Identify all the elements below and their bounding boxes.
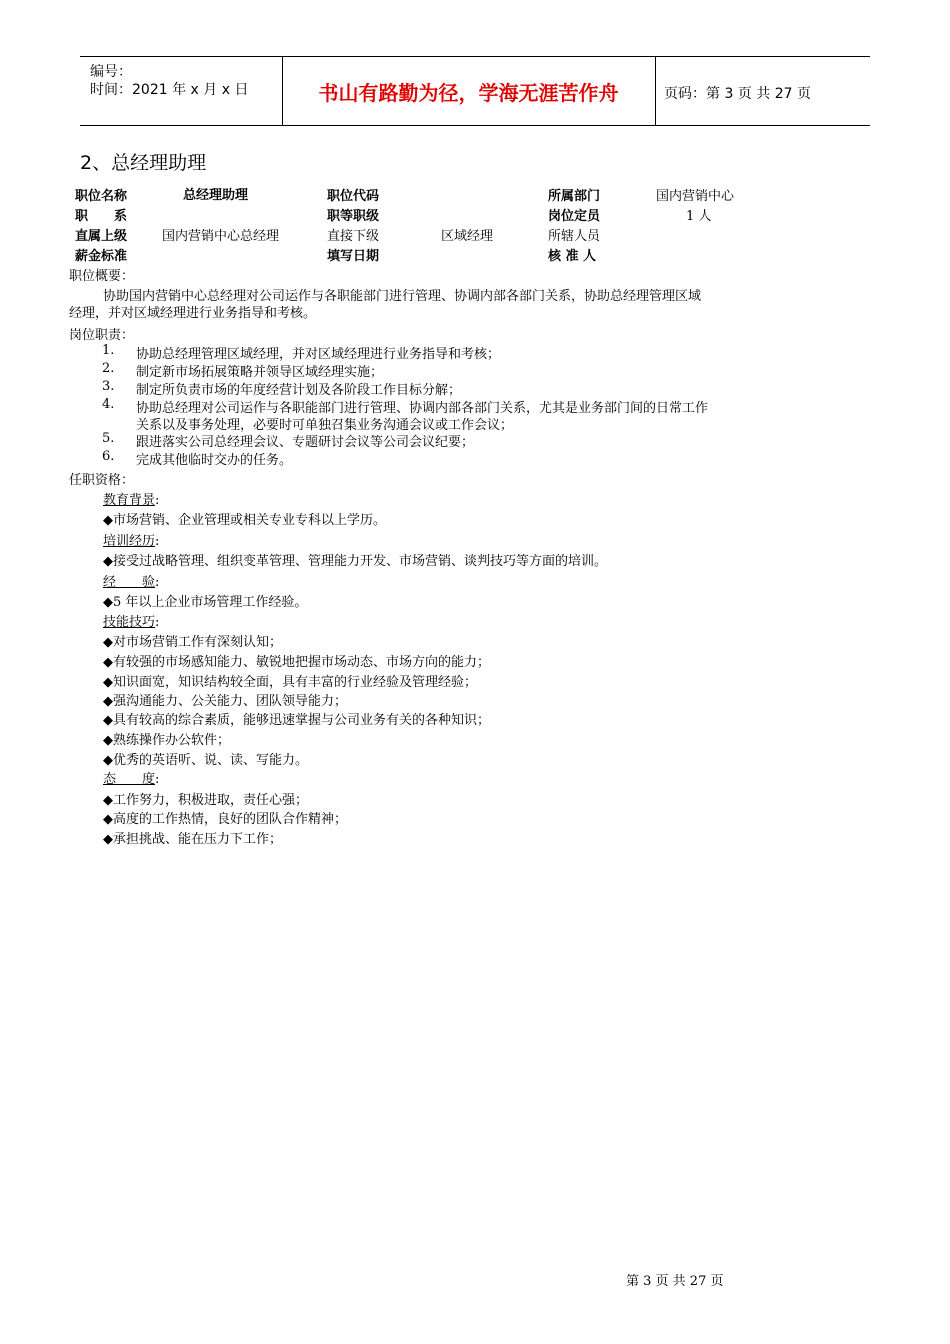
duty-text: 跟进落实公司总经理会议、专题研讨会议等公司会议纪要； [136, 435, 475, 450]
duty-num: 6. [102, 449, 115, 464]
experience-item: ◆5 年以上企业市场管理工作经验。 [103, 595, 308, 610]
motto-text: 书山有路勤为径，学海无涯苦作舟 [318, 80, 619, 105]
skills-heading: 技能技巧: [103, 615, 160, 630]
attitude-item: ◆承担挑战、能在压力下工作； [103, 832, 282, 847]
skills-label: 技能技巧 [103, 615, 156, 630]
label-position-code: 职位代码 [327, 189, 380, 204]
duty-text: 制定所负责市场的年度经营计划及各阶段工作目标分解； [136, 383, 462, 398]
label-fill-date: 填写日期 [327, 249, 380, 264]
duty-num: 5. [102, 431, 115, 446]
education-item: ◆市场营销、企业管理或相关专业专科以上学历。 [103, 513, 386, 528]
skill-item: ◆强沟通能力、公关能力、团队领导能力； [103, 694, 347, 709]
skill-item: ◆熟练操作办公软件； [103, 733, 230, 748]
label-approver: 核 准 人 [548, 249, 597, 264]
label-job-family: 职 系 [75, 209, 128, 224]
label-salary: 薪金标准 [75, 249, 128, 264]
value-headcount: 1 人 [686, 209, 712, 224]
attitude-item: ◆高度的工作热情，良好的团队合作精神； [103, 812, 347, 827]
duty-text: 制定新市场拓展策略并领导区域经理实施； [136, 365, 384, 380]
duty-text: 完成其他临时交办的任务。 [136, 453, 293, 468]
number-label: 编号： [90, 64, 132, 80]
header-box [80, 56, 870, 126]
label-position-name: 职位名称 [75, 189, 128, 204]
time-label: 时间：2021 年 x 月 x 日 [90, 82, 249, 98]
overview-label: 职位概要： [69, 269, 135, 284]
education-heading: 教育背景: [103, 493, 160, 508]
duty-text: 协助总经理管理区域经理，并对区域经理进行业务指导和考核； [136, 347, 501, 362]
duty-text: 协助总经理对公司运作与各职能部门进行管理、协调内部各部门关系，尤其是业务部门间的日常工作 [136, 401, 709, 416]
duty-num: 2. [102, 361, 115, 376]
page-footer: 第 3 页 共 27 页 [626, 1274, 724, 1289]
value-position-name: 总经理助理 [183, 188, 249, 203]
page-info: 页码：第 3 页 共 27 页 [664, 86, 811, 102]
value-direct-subordinate: 区域经理 [441, 229, 494, 244]
skill-item: ◆优秀的英语听、说、读、写能力。 [103, 753, 308, 768]
attitude-item: ◆工作努力，积极进取，责任心强； [103, 793, 308, 808]
label-headcount: 岗位定员 [548, 209, 601, 224]
label-department: 所属部门 [548, 189, 601, 204]
label-grade: 职等职级 [327, 209, 380, 224]
qualifications-label: 任职资格： [69, 473, 135, 488]
training-item: ◆接受过战略管理、组织变革管理、管理能力开发、市场营销、谈判技巧等方面的培训。 [103, 554, 607, 569]
experience-heading: 经 验: [103, 575, 160, 590]
overview-line-1: 协助国内营销中心总经理对公司运作与各职能部门进行管理、协调内部各部门关系，协助总经理管理区域 [103, 289, 702, 304]
value-direct-superior: 国内营销中心总经理 [162, 229, 280, 244]
attitude-label: 态 度 [103, 772, 156, 787]
skill-item: ◆有较强的市场感知能力、敏锐地把握市场动态、市场方向的能力； [103, 655, 490, 670]
skill-item: ◆具有较高的综合素质，能够迅速掌握与公司业务有关的各种知识； [103, 713, 490, 728]
label-staff: 所辖人员 [548, 229, 601, 244]
label-direct-superior: 直属上级 [75, 229, 128, 244]
duty-num: 1. [102, 343, 115, 358]
skill-item: ◆对市场营销工作有深刻认知； [103, 635, 282, 650]
experience-label: 经 验 [103, 575, 156, 590]
header-divider-right [655, 57, 656, 125]
training-heading: 培训经历: [103, 534, 160, 549]
attitude-heading: 态 度: [103, 772, 160, 787]
education-label: 教育背景 [103, 493, 156, 508]
duty-num: 3. [102, 379, 115, 394]
training-label: 培训经历 [103, 534, 156, 549]
skill-item: ◆知识面宽，知识结构较全面，具有丰富的行业经验及管理经验； [103, 675, 477, 690]
duties-label: 岗位职责： [69, 328, 135, 343]
section-title: 2、总经理助理 [80, 152, 207, 174]
duty-num: 4. [102, 397, 115, 412]
duty-text-continued: 关系以及事务处理，必要时可单独召集业务沟通会议或工作会议； [136, 418, 514, 433]
value-department: 国内营销中心 [656, 189, 735, 204]
label-direct-subordinate: 直接下级 [327, 229, 380, 244]
overview-line-2: 经理，并对区域经理进行业务指导和考核。 [69, 306, 317, 321]
